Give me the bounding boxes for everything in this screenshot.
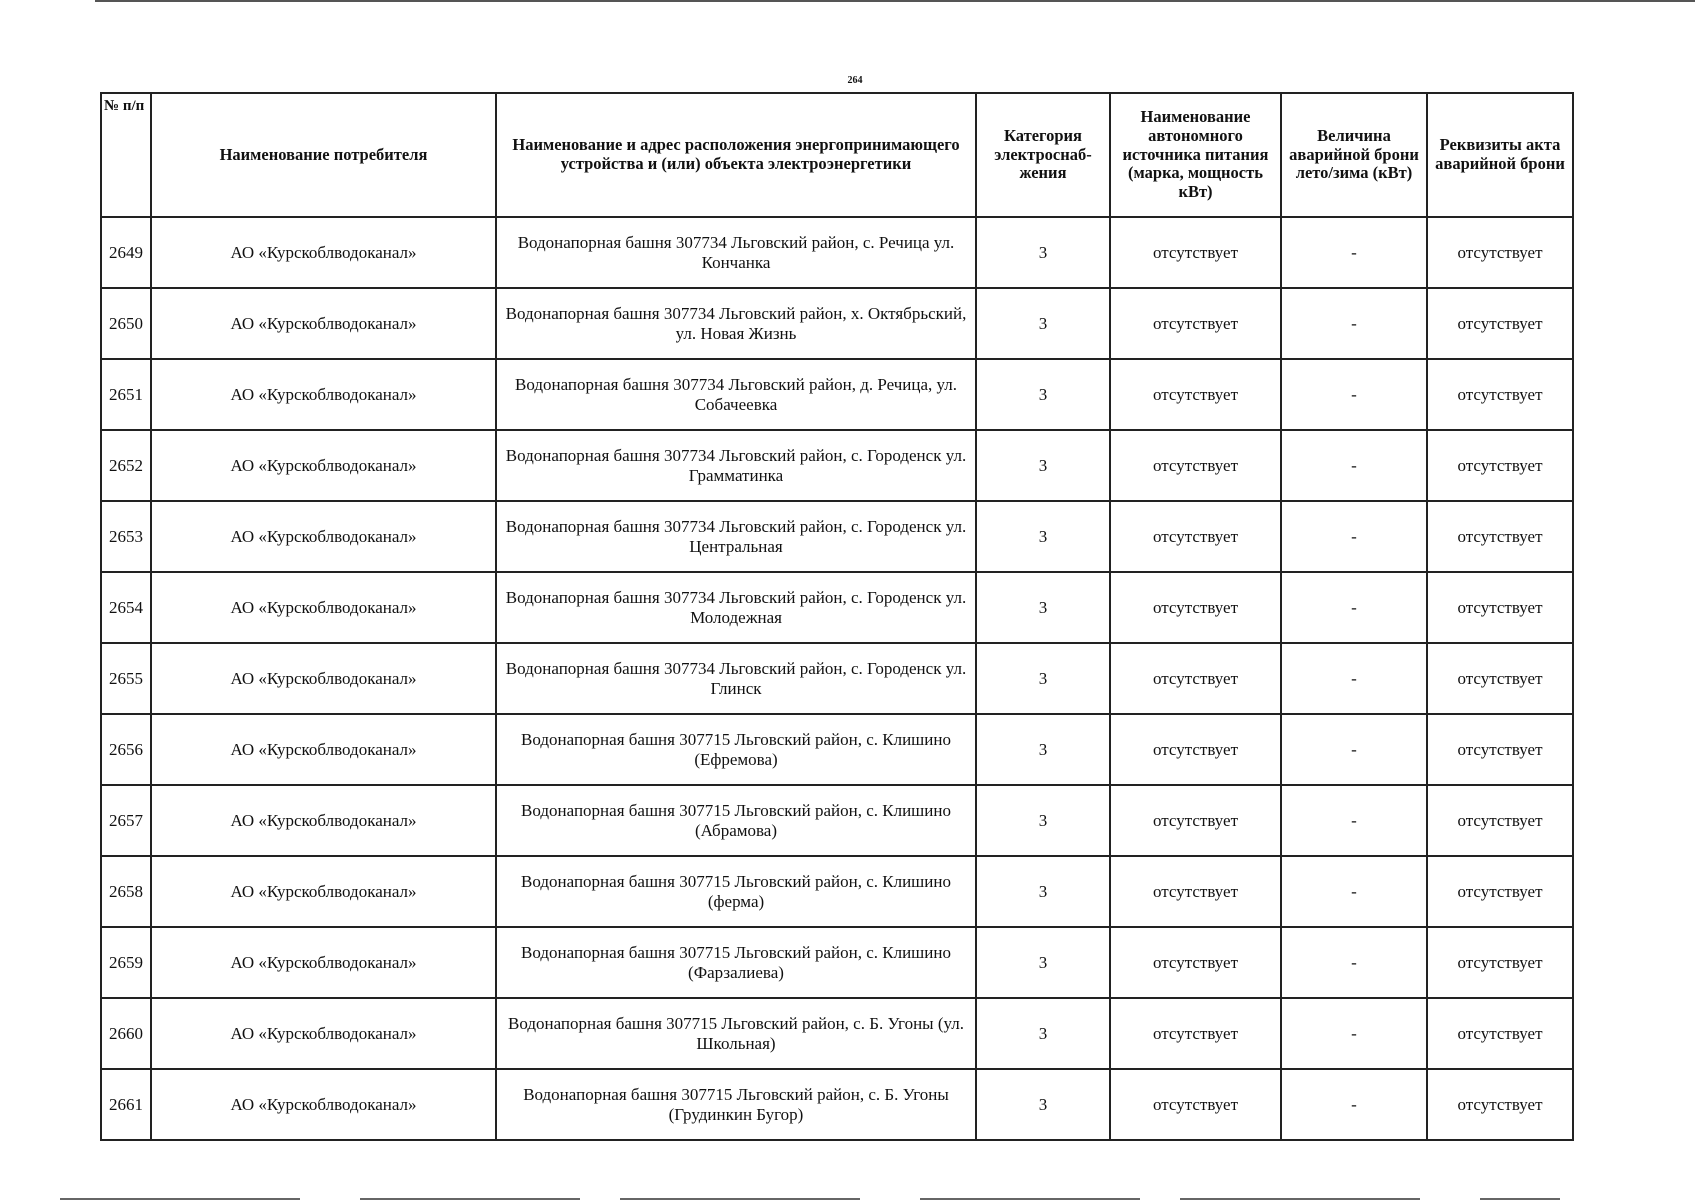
cell-source: отсутствует [1110, 643, 1281, 714]
cell-consumer: АО «Курскоблводоканал» [151, 359, 496, 430]
cell-act: отсутствует [1427, 998, 1573, 1069]
cell-source: отсутствует [1110, 1069, 1281, 1140]
cell-act: отсутствует [1427, 359, 1573, 430]
cell-category: 3 [976, 217, 1110, 288]
header-category: Категория электроснаб-жения [976, 93, 1110, 217]
cell-num: 2660 [101, 998, 151, 1069]
cell-consumer: АО «Курскоблводоканал» [151, 430, 496, 501]
cell-consumer: АО «Курскоблводоканал» [151, 217, 496, 288]
cell-act: отсутствует [1427, 643, 1573, 714]
cell-reserve: - [1281, 856, 1427, 927]
table-row [101, 1069, 1573, 1140]
cell-consumer: АО «Курскоблводоканал» [151, 927, 496, 998]
cell-source: отсутствует [1110, 856, 1281, 927]
cell-category: 3 [976, 501, 1110, 572]
table-row [101, 430, 1573, 501]
cell-num: 2661 [101, 1069, 151, 1140]
cell-category: 3 [976, 785, 1110, 856]
cell-category: 3 [976, 288, 1110, 359]
cell-act: отсутствует [1427, 714, 1573, 785]
cell-category: 3 [976, 856, 1110, 927]
page-number: 264 [847, 75, 863, 86]
cell-source: отсутствует [1110, 714, 1281, 785]
cell-reserve: - [1281, 714, 1427, 785]
cell-reserve: - [1281, 430, 1427, 501]
cell-reserve: - [1281, 927, 1427, 998]
table-body [101, 217, 1573, 1140]
cell-address: Водонапорная башня 307734 Льговский район, с. Городенск ул. Центральная [496, 501, 976, 572]
cell-source: отсутствует [1110, 927, 1281, 998]
cell-source: отсутствует [1110, 430, 1281, 501]
cell-address: Водонапорная башня 307715 Льговский район, с. Клишино (Фарзалиева) [496, 927, 976, 998]
cell-act: отсутствует [1427, 785, 1573, 856]
table-row [101, 643, 1573, 714]
cell-num: 2651 [101, 359, 151, 430]
cell-address: Водонапорная башня 307734 Льговский район, д. Речица, ул. Собачеевка [496, 359, 976, 430]
cell-num: 2657 [101, 785, 151, 856]
cell-address: Водонапорная башня 307734 Льговский район, с. Речица ул. Кончанка [496, 217, 976, 288]
cell-act: отсутствует [1427, 856, 1573, 927]
cell-consumer: АО «Курскоблводоканал» [151, 572, 496, 643]
cell-address: Водонапорная башня 307715 Льговский район, с. Клишино (Ефремова) [496, 714, 976, 785]
table-row [101, 856, 1573, 927]
cell-num: 2654 [101, 572, 151, 643]
cell-category: 3 [976, 927, 1110, 998]
registry-table [100, 92, 1574, 1141]
cell-category: 3 [976, 1069, 1110, 1140]
table-row [101, 998, 1573, 1069]
cell-source: отсутствует [1110, 288, 1281, 359]
cell-consumer: АО «Курскоблводоканал» [151, 643, 496, 714]
cell-num: 2656 [101, 714, 151, 785]
cell-category: 3 [976, 714, 1110, 785]
cell-reserve: - [1281, 1069, 1427, 1140]
cell-source: отсутствует [1110, 998, 1281, 1069]
cell-consumer: АО «Курскоблводоканал» [151, 998, 496, 1069]
cell-category: 3 [976, 572, 1110, 643]
cell-consumer: АО «Курскоблводоканал» [151, 501, 496, 572]
cell-act: отсутствует [1427, 217, 1573, 288]
cell-category: 3 [976, 430, 1110, 501]
cell-num: 2653 [101, 501, 151, 572]
cell-consumer: АО «Курскоблводоканал» [151, 714, 496, 785]
cell-address: Водонапорная башня 307715 Льговский район, с. Клишино (Абрамова) [496, 785, 976, 856]
cell-reserve: - [1281, 998, 1427, 1069]
cell-act: отсутствует [1427, 288, 1573, 359]
cell-num: 2649 [101, 217, 151, 288]
table-header-row [101, 93, 1573, 217]
cell-address: Водонапорная башня 307715 Льговский район, с. Б. Угоны (Грудинкин Бугор) [496, 1069, 976, 1140]
cell-reserve: - [1281, 501, 1427, 572]
header-consumer: Наименование потребителя [151, 93, 496, 217]
table-row [101, 785, 1573, 856]
table-row [101, 359, 1573, 430]
cell-reserve: - [1281, 217, 1427, 288]
cell-source: отсутствует [1110, 217, 1281, 288]
cell-num: 2652 [101, 430, 151, 501]
header-source: Наименование автономного источника питания (марка, мощность кВт) [1110, 93, 1281, 217]
table-row [101, 501, 1573, 572]
cell-category: 3 [976, 998, 1110, 1069]
cell-reserve: - [1281, 643, 1427, 714]
table-row [101, 572, 1573, 643]
cell-num: 2650 [101, 288, 151, 359]
cell-reserve: - [1281, 785, 1427, 856]
cell-address: Водонапорная башня 307734 Льговский район, х. Октябрьский, ул. Новая Жизнь [496, 288, 976, 359]
cell-address: Водонапорная башня 307734 Льговский район, с. Городенск ул. Глинск [496, 643, 976, 714]
scan-edge-top [95, 0, 1695, 2]
cell-num: 2659 [101, 927, 151, 998]
cell-source: отсутствует [1110, 785, 1281, 856]
cell-act: отсутствует [1427, 927, 1573, 998]
cell-act: отсутствует [1427, 572, 1573, 643]
cell-act: отсутствует [1427, 430, 1573, 501]
cell-act: отсутствует [1427, 1069, 1573, 1140]
cell-consumer: АО «Курскоблводоканал» [151, 856, 496, 927]
header-num: № п/п [101, 93, 151, 217]
header-reserve: Величина аварийной брони лето/зима (кВт) [1281, 93, 1427, 217]
table-row [101, 927, 1573, 998]
cell-address: Водонапорная башня 307715 Льговский район, с. Клишино (ферма) [496, 856, 976, 927]
cell-act: отсутствует [1427, 501, 1573, 572]
header-address: Наименование и адрес расположения энергопринимающего устройства и (или) объекта электроэнергетики [496, 93, 976, 217]
table-row [101, 714, 1573, 785]
table-row [101, 288, 1573, 359]
cell-reserve: - [1281, 359, 1427, 430]
cell-consumer: АО «Курскоблводоканал» [151, 785, 496, 856]
cell-address: Водонапорная башня 307715 Льговский район, с. Б. Угоны (ул. Школьная) [496, 998, 976, 1069]
cell-num: 2655 [101, 643, 151, 714]
cell-reserve: - [1281, 288, 1427, 359]
cell-address: Водонапорная башня 307734 Льговский район, с. Городенск ул. Молодежная [496, 572, 976, 643]
cell-num: 2658 [101, 856, 151, 927]
cell-source: отсутствует [1110, 572, 1281, 643]
cell-reserve: - [1281, 572, 1427, 643]
cell-consumer: АО «Курскоблводоканал» [151, 1069, 496, 1140]
cell-source: отсутствует [1110, 501, 1281, 572]
cell-source: отсутствует [1110, 359, 1281, 430]
header-act: Реквизиты акта аварийной брони [1427, 93, 1573, 217]
table-row [101, 217, 1573, 288]
cell-consumer: АО «Курскоблводоканал» [151, 288, 496, 359]
cell-category: 3 [976, 359, 1110, 430]
cell-category: 3 [976, 643, 1110, 714]
cell-address: Водонапорная башня 307734 Льговский район, с. Городенск ул. Грамматинка [496, 430, 976, 501]
